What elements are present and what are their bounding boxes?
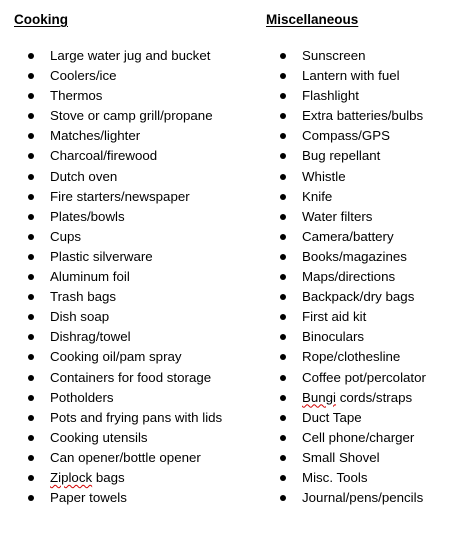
misc-item-label: Water filters [302,208,373,224]
misc-item [266,207,456,227]
cooking-item [14,46,244,66]
bullet-icon [28,435,34,441]
cooking-item-label: Plates/bowls [50,208,125,224]
cooking-item-label: Stove or camp grill/propane [50,108,213,124]
cooking-heading: Cooking [14,12,68,27]
misc-item-label: Cell phone/charger [302,429,415,445]
spellcheck-flagged-word: Bungi [302,389,337,405]
cooking-item-label: Cooking oil/pam spray [50,349,182,365]
cooking-item-label: Can opener/bottle opener [50,449,201,465]
misc-item-label: cords/straps [336,389,413,405]
misc-item-label: Books/magazines [302,248,407,264]
bullet-icon [280,234,286,240]
misc-item [266,307,456,327]
bullet-icon [280,294,286,300]
cooking-item [14,408,244,428]
bullet-icon [28,93,34,99]
misc-item-label: Bug repellant [302,148,381,164]
misc-item [266,227,456,247]
misc-item-label: Rope/clothesline [302,349,401,365]
cooking-item-label: Cooking utensils [50,429,148,445]
misc-item-label: Small Shovel [302,449,380,465]
misc-column [266,10,456,508]
bullet-icon [28,415,34,421]
misc-item [266,46,456,66]
cooking-item [14,146,244,166]
cooking-item-label: Paper towels [50,490,127,506]
cooking-item-label: Potholders [50,389,114,405]
cooking-item [14,327,244,347]
cooking-item [14,227,244,247]
misc-item-label: Lantern with fuel [302,68,400,84]
bullet-icon [280,314,286,320]
cooking-item [14,66,244,86]
cooking-item [14,488,244,508]
cooking-item [14,247,244,267]
cooking-item-label: Aluminum foil [50,269,130,285]
bullet-icon [28,375,34,381]
bullet-icon [280,214,286,220]
bullet-icon [28,314,34,320]
bullet-icon [280,73,286,79]
bullet-icon [280,153,286,159]
bullet-icon [28,194,34,200]
misc-item [266,347,456,367]
cooking-item [14,347,244,367]
misc-item-label: Binoculars [302,329,365,345]
bullet-icon [280,334,286,340]
misc-item [266,287,456,307]
bullet-icon [280,53,286,59]
misc-item [266,388,456,408]
cooking-item [14,126,244,146]
cooking-item [14,167,244,187]
cooking-item-label: Dish soap [50,309,110,325]
cooking-item-label: Matches/lighter [50,128,141,144]
cooking-item-label: Containers for food storage [50,369,212,385]
bullet-icon [280,174,286,180]
bullet-icon [280,194,286,200]
misc-item [266,66,456,86]
bullet-icon [28,73,34,79]
bullet-icon [28,395,34,401]
bullet-icon [280,395,286,401]
cooking-item [14,448,244,468]
cooking-item-label: Pots and frying pans with lids [50,409,223,425]
cooking-item-label: Charcoal/firewood [50,148,158,164]
misc-item [266,368,456,388]
misc-item [266,86,456,106]
misc-item [266,327,456,347]
bullet-icon [280,375,286,381]
cooking-item [14,86,244,106]
bullet-icon [28,174,34,180]
cooking-item-label: Fire starters/newspaper [50,188,190,204]
cooking-item [14,388,244,408]
bullet-icon [28,274,34,280]
cooking-item-label: Coolers/ice [50,68,117,84]
misc-item-label: Compass/GPS [302,128,390,144]
cooking-item [14,428,244,448]
cooking-item-label: Thermos [50,88,103,104]
misc-item [266,126,456,146]
bullet-icon [28,475,34,481]
bullet-icon [28,234,34,240]
bullet-icon [28,495,34,501]
misc-item-label: Whistle [302,168,346,184]
bullet-icon [28,334,34,340]
bullet-icon [28,153,34,159]
misc-item-label: Knife [302,188,333,204]
bullet-icon [280,415,286,421]
misc-item [266,167,456,187]
misc-item-label: Camera/battery [302,228,394,244]
cooking-item [14,287,244,307]
bullet-icon [28,53,34,59]
cooking-item [14,187,244,207]
misc-item-label: First aid kit [302,309,367,325]
cooking-item-label: Dutch oven [50,168,118,184]
misc-item [266,187,456,207]
cooking-item [14,307,244,327]
bullet-icon [280,133,286,139]
misc-item [266,448,456,468]
misc-item-label: Misc. Tools [302,469,368,485]
spellcheck-flagged-word: Ziplock [50,469,93,485]
cooking-item-label: Cups [50,228,82,244]
bullet-icon [28,214,34,220]
bullet-icon [280,475,286,481]
misc-item-label: Flashlight [302,88,359,104]
bullet-icon [280,93,286,99]
cooking-item-label: Plastic silverware [50,248,153,264]
misc-item-label: Backpack/dry bags [302,289,415,305]
cooking-item [14,106,244,126]
bullet-icon [280,435,286,441]
misc-list [266,46,456,508]
cooking-column [14,10,244,508]
misc-item-label: Duct Tape [302,409,362,425]
cooking-item [14,267,244,287]
bullet-icon [28,254,34,260]
misc-item [266,488,456,508]
misc-item-label: Journal/pens/pencils [302,490,424,506]
misc-item-label: Sunscreen [302,48,366,63]
misc-item [266,428,456,448]
cooking-item [14,368,244,388]
cooking-item-label: Large water jug and bucket [50,48,211,63]
misc-item [266,146,456,166]
cooking-item-label: Dishrag/towel [50,329,131,345]
bullet-icon [280,113,286,119]
cooking-item [14,207,244,227]
misc-item-label: Maps/directions [302,269,396,285]
misc-item [266,106,456,126]
bullet-icon [28,455,34,461]
cooking-item-label: bags [92,469,125,485]
bullet-icon [28,113,34,119]
cooking-item-label: Trash bags [50,289,117,305]
bullet-icon [280,455,286,461]
misc-item [266,468,456,488]
cooking-item [14,468,244,488]
bullet-icon [280,354,286,360]
bullet-icon [280,254,286,260]
bullet-icon [28,354,34,360]
misc-item-label: Coffee pot/percolator [302,369,426,385]
bullet-icon [28,133,34,139]
misc-item-label: Extra batteries/bulbs [302,108,424,124]
bullet-icon [28,294,34,300]
bullet-icon [280,274,286,280]
cooking-list [14,46,244,508]
misc-item [266,247,456,267]
misc-item [266,267,456,287]
misc-item [266,408,456,428]
misc-heading: Miscellaneous [266,12,359,27]
bullet-icon [280,495,286,501]
